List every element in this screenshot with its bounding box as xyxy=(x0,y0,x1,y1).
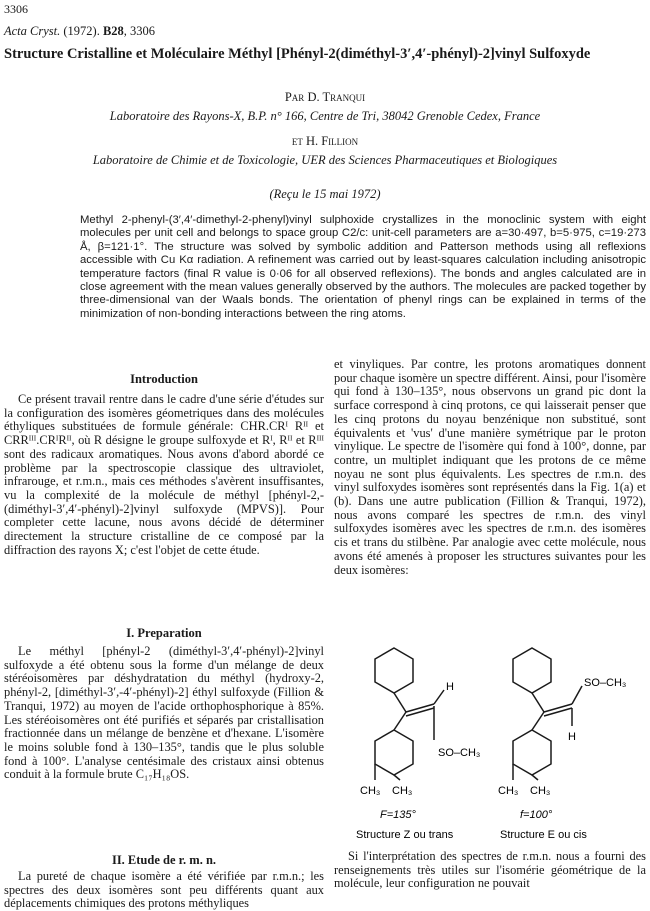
double-bond-e-2 xyxy=(544,708,572,716)
journal-name: Acta Cryst. xyxy=(4,24,61,38)
journal-reference xyxy=(4,24,155,39)
prep-text: Le méthyl [phényl-2 (diméthyl-3′,4′-phényl)-2]vinyl sulfoxyde a été obtenu sous la forme d'un mélange de deux stéréoisomères par déshydratation du méthyl (hydroxy-2, phényl-2, [diméthyl-3′,-4′-phényl)-2] éthyl sulfoxyde (Fillion & Tranqui, 1972) au moyen de l'acide orthophosphorique à 85%. Les stéréoisomères ont été purifiés et séparés par cristallisation fractionnée dans un mélange de benzène et d'hexane. L'isomère le moins soluble fond à 130–135°, tandis que le plus soluble fond à 100°. L'analyse centésimale des cristaux ainsi obtenus conduit à la formule brute C₁₇H₁₈OS. xyxy=(4,644,324,782)
journal-volume: B28 xyxy=(102,24,124,38)
structures-figure xyxy=(334,640,650,840)
structure-z-so: SO–CH₃ xyxy=(438,747,481,759)
bond-e-ch3b xyxy=(532,775,538,780)
bond-z-h xyxy=(434,690,444,704)
structure-z-drawing xyxy=(375,648,444,780)
rmn-heading: II. Etude de r. m. n. xyxy=(111,853,217,867)
structure-e-h: H xyxy=(568,731,576,743)
bond-e-so xyxy=(572,686,582,704)
structure-z-melt: F=135° xyxy=(380,809,416,821)
phenyl-ring-z xyxy=(375,648,413,693)
page-number: 3306 xyxy=(4,2,28,16)
author-2-name: H. Fillion xyxy=(305,134,359,148)
phenyl-ring-e xyxy=(513,648,551,693)
author-2-prefix: et xyxy=(291,134,306,148)
bond-e-2 xyxy=(532,712,544,730)
dimethylphenyl-ring-e xyxy=(513,730,551,775)
journal-page: , 3306 xyxy=(123,24,156,38)
bond-z-2 xyxy=(394,712,406,730)
abstract: Methyl 2-phenyl-(3′,4′-dimethyl-2-phenyl)vinyl sulphoxide crystallizes in the monoclinic system with eight molecules per unit cell and belongs to space group C2/c: unit-cell parameters are a=30·497, b=5·975, c=19·273 Å, β=121·1°. The structure was solved by symbolic addition and Patterson methods using all reflexions accessible with Cu Kα radiation. A refinement was carried out by least-squares calculation including anisotropic temperature factors (final R value is 0·06 for all observed reflexions). The bonds and angles calculated are in close agreement with the mean values generally observed by the authors. The molecules are packed together by three-dimensional van der Waals bonds. The orientation of phenyl rings can be explained in terms of the minimization of non-bonding interactions between the ring atoms. xyxy=(80,214,646,320)
intro-text: Ce présent travail rentre dans le cadre d'une série d'études sur la configuration des isomères géometriques dans des molécules éthyliques substituées de formule générale: CHR.CRᴵ Rᴵᴵ et CRRᴵᴵᴵ.CRᴵRᴵᴵ, où R désigne le groupe sulfoxyde et Rᴵ, Rᴵᴵ et Rᴵᴵᴵ sont des radicaux aromatiques. Nous avons d'abord abordé ce problème par la spectroscopie classique des ultraviolet, infrarouge, et r.m.n., mais ces méthodes s'avèrent insuffisantes, vu la complexité de la molécule de méthyl [phényl-2,- (diméthyl-3′,4′-phényl)-2]vinyl sulfoxyde (MPVS)]. Pour completer cette lacune, nous avons décidé de déterminer directement la structure cristalline de ce composé par la diffraction des rayons X; c'est l'objet de cette étude. xyxy=(4,392,324,557)
rmn-text: La pureté de chaque isomère a été vérifiée par r.m.n.; les spectres des deux isomères sont peu différents quant aux déplacements chimiques des protons méthyliques xyxy=(4,869,324,911)
author-1-affiliation: Laboratoire des Rayons-X, B.P. n° 166, Centre de Tri, 38042 Grenoble Cedex, France xyxy=(109,109,541,123)
double-bond-e xyxy=(544,704,572,712)
paper-title: Structure Cristalline et Moléculaire Méthyl [Phényl-2(diméthyl-3′,4′-phényl)-2]vinyl Sulfoxyde xyxy=(4,46,591,62)
structure-e-melt: f=100° xyxy=(520,809,553,821)
structure-e-ch3b: CH₃ xyxy=(530,785,551,797)
author-2-line xyxy=(0,134,650,149)
bond-z-ch3b xyxy=(394,775,400,780)
structure-z-caption: Structure Z ou trans xyxy=(356,829,454,841)
structure-e-so: SO–CH₃ xyxy=(584,677,627,689)
bond-z-1 xyxy=(394,693,406,712)
structure-z-h: H xyxy=(446,681,454,693)
double-bond-z xyxy=(406,704,434,712)
bottom-right-text: Si l'interprétation des spectres de r.m.n. nous a fourni des renseignements très utiles sur l'isomérie géométrique de la molécule, leur configuration ne pouvait xyxy=(334,849,646,891)
bond-e-1 xyxy=(532,693,544,712)
double-bond-z-2 xyxy=(406,708,434,716)
author-1-name: D. Tranqui xyxy=(307,90,366,104)
journal-year: (1972). xyxy=(63,24,100,38)
prep-heading: I. Preparation xyxy=(126,626,202,640)
structure-e-ch3a: CH₃ xyxy=(498,785,519,797)
author-1-prefix: Par xyxy=(284,90,308,104)
dimethylphenyl-ring-z xyxy=(375,730,413,775)
structure-e-drawing xyxy=(513,648,582,780)
structure-e-caption: Structure E ou cis xyxy=(500,829,587,841)
structure-z-ch3a: CH₃ xyxy=(360,785,381,797)
right-column-text: et vinyliques. Par contre, les protons aromatiques donnent pour chaque isomère un spectre différent. Ainsi, pour l'isomère qui fond à 130–135°, nous observons un grand pic dont la surface correspond à cinq protons, ce qui laisserait penser que les cinq protons du noyau benzénique non substitué, sont équivalents et 'vus' d'une manière symétrique par le proton vinylique. Le spectre de l'isomère qui fond à 100°, donne, par contre, un multiplet indiquant que les protons de ce même noyau ne sont plus équivalents. Les spectres de r.m.n. des vinyl sulfoxydes isomères sont représentés dans la Fig. 1(a) et (b). Dans une autre publication (Fillion & Tranqui, 1972), nous avons comparé les spectres de r.m.n. des vinyl sulfoxydes isomères avec les spectres de r.m.n. des isomères cis et trans du stilbène. Par analogie avec cette molécule, nous avons été amenés à proposer les structures suivantes pour les deux isomères: xyxy=(334,357,646,577)
author-2-affiliation: Laboratoire de Chimie et de Toxicologie, UER des Sciences Pharmaceutiques et Biologiques xyxy=(92,153,558,167)
structure-z-ch3b: CH₃ xyxy=(392,785,413,797)
author-1-line xyxy=(0,90,650,105)
received-date: (Reçu le 15 mai 1972) xyxy=(269,187,381,201)
intro-heading: Introduction xyxy=(130,372,198,386)
